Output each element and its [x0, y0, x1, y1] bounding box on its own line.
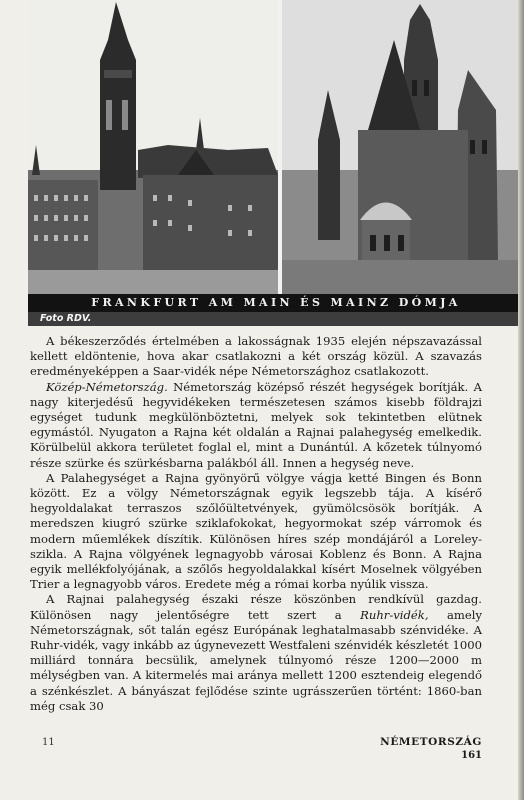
page-edge — [518, 0, 524, 800]
running-head: NÉMETORSZÁG — [380, 736, 482, 748]
frankfurt-mainz-photo — [28, 0, 524, 326]
paragraph-saar: A békeszerződés értelmében a lakosságnak 1935 elején népszavazással kellett eldöntenie, hova akar csatlakozni a két ország közül. A szavazás eredményeképpen a Saar-vidék népe Németországhoz csatlakozott. — [30, 334, 482, 379]
paragraph-text: Németország középső részét hegységek borítják. A nagy kiterjedésű hegyvidékeken természetesen számos kisebb földrajzi egységet tudunk megkülönböztetni, melyek sok tekintetben elütnek egymástól. Nyugaton a Rajna két oldalán a Rajnai palahegység emelkedik. Körülbelül akkora területet foglal el, mint a Dunántúl. A kőzetek túlnyomó része szürke és szürkésbarna palákból áll. Innen a hegység neve. — [30, 379, 482, 470]
page-number: 161 — [461, 750, 482, 761]
photo-caption: FRANKFURT AM MAIN ÉS MAINZ DÓMJA — [28, 294, 524, 312]
paragraph-rajna-volgy: A Palahegységet a Rajna gyönyörű völgye vágja ketté Bingen és Bonn között. Ez a völgy Németországnak egyik legszebb tája. A kísérő hegyoldalakat terraszos szőlőültetvények, gyümölcsösök borítják. A meredszen kiugró szürke sziklafokokat, hegyormokat szép várromok és modern műemlékek díszítik. Különösen híres szép mondájáról a Loreley-szikla. A Rajna völgyének legnagyobb városai Koblenz és Bonn. A Rajna egyik mellékfolyójának, a szőlős hegyoldalakkal kísért Moselnek völgyében Trier a legnagyobb város. Eredete még a római korba nyúlik vissza. — [30, 470, 482, 592]
section-heading-kozep-nemetorszag: Közép-Németország. — [46, 379, 168, 394]
page-footer — [380, 736, 482, 762]
paragraph-text: amely Németországnak, sőt talán egész Európának leghatalmasabb szénvidéke. A Ruhr-vidék, vagy inkább az úgynevezett Westfaleni szénvidék készletét 1000 milliárd tonnára becsülik, amelynek túlnyomó része 1200—2000 m mélységben van. A kitermelés mai aránya mellett 1200 esztendeig elegendő a szénkészlet. A bányászat fejlődése szinte ugrásszerűen történt: 1860-ban még csak 30 — [30, 607, 482, 713]
paragraph-ruhr-videk — [30, 592, 482, 714]
body-text — [30, 334, 482, 714]
photo-credit: Foto RDV. — [40, 313, 92, 324]
cityscape-illustration — [28, 0, 524, 326]
term-ruhr-videk: Ruhr-vidék, — [360, 607, 429, 622]
paragraph-kozep-nemetorszag — [30, 380, 482, 471]
paragraph-text: A Rajnai palahegység északi része köszönben rendkívül gazdag. Különösen nagy jelentőségre tett szert a — [30, 592, 482, 622]
printer-signature: 11 — [42, 737, 55, 748]
